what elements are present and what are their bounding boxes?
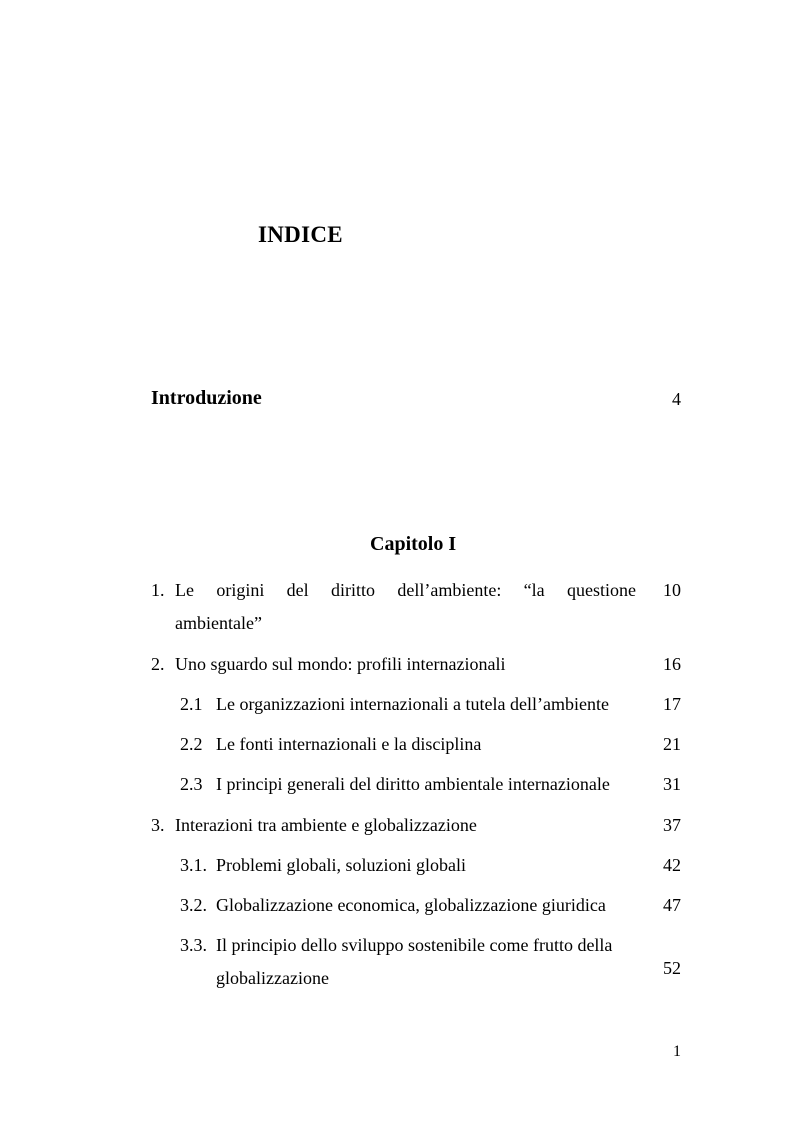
toc-entry-title-line1 bbox=[175, 579, 636, 601]
toc-entry-page: 37 bbox=[663, 815, 681, 835]
toc-entry-title: Problemi globali, soluzioni globali bbox=[216, 855, 466, 875]
toc-entry-number: 3.2. bbox=[180, 895, 207, 915]
intro-label: Introduzione bbox=[151, 387, 262, 409]
toc-entry-page: 10 bbox=[663, 580, 681, 600]
toc-entry-title: Uno sguardo sul mondo: profili internazionali bbox=[175, 654, 506, 674]
toc-word: questione bbox=[567, 580, 636, 600]
toc-entry-title: Interazioni tra ambiente e globalizzazione bbox=[175, 815, 477, 835]
toc-word: diritto bbox=[331, 580, 376, 600]
intro-page-number: 4 bbox=[672, 389, 681, 409]
toc-entry-number: 2.1 bbox=[180, 694, 203, 714]
toc-entry-number: 3. bbox=[151, 815, 165, 835]
toc-entry-number: 2.3 bbox=[180, 774, 203, 794]
toc-word: dell’ambiente: bbox=[397, 580, 502, 600]
toc-entry-page: 17 bbox=[663, 694, 681, 714]
toc-word: origini bbox=[216, 580, 265, 600]
toc-entry-number: 2.2 bbox=[180, 734, 203, 754]
toc-entry-page: 47 bbox=[663, 895, 681, 915]
toc-entry-number: 1. bbox=[151, 580, 165, 600]
toc-entry-title: I principi generali del diritto ambientale internazionale bbox=[216, 774, 610, 794]
page-number: 1 bbox=[673, 1043, 681, 1060]
toc-entry-page: 16 bbox=[663, 654, 681, 674]
toc-entry-page: 21 bbox=[663, 734, 681, 754]
toc-word: del bbox=[286, 580, 309, 600]
toc-entry-title: Le fonti internazionali e la disciplina bbox=[216, 734, 482, 754]
toc-entry-title-line2: ambientale” bbox=[175, 613, 262, 633]
toc-entry-page: 42 bbox=[663, 855, 681, 875]
toc-entry-page: 52 bbox=[663, 958, 681, 978]
chapter-heading: Capitolo I bbox=[370, 533, 457, 555]
toc-word: Le bbox=[175, 580, 194, 600]
toc-entry-title: Le organizzazioni internazionali a tutela dell’ambiente bbox=[216, 694, 609, 714]
toc-entry-title-line2: globalizzazione bbox=[216, 968, 329, 988]
toc-entry-number: 3.3. bbox=[180, 935, 207, 955]
page-title: INDICE bbox=[258, 222, 343, 247]
toc-entry-number: 2. bbox=[151, 654, 165, 674]
toc-entry-title: Globalizzazione economica, globalizzazione giuridica bbox=[216, 895, 606, 915]
toc-entry-title-line1: Il principio dello sviluppo sostenibile come frutto della bbox=[216, 935, 613, 955]
toc-word: “la bbox=[523, 580, 545, 600]
toc-entry-page: 31 bbox=[663, 774, 681, 794]
toc-entry-number: 3.1. bbox=[180, 855, 207, 875]
